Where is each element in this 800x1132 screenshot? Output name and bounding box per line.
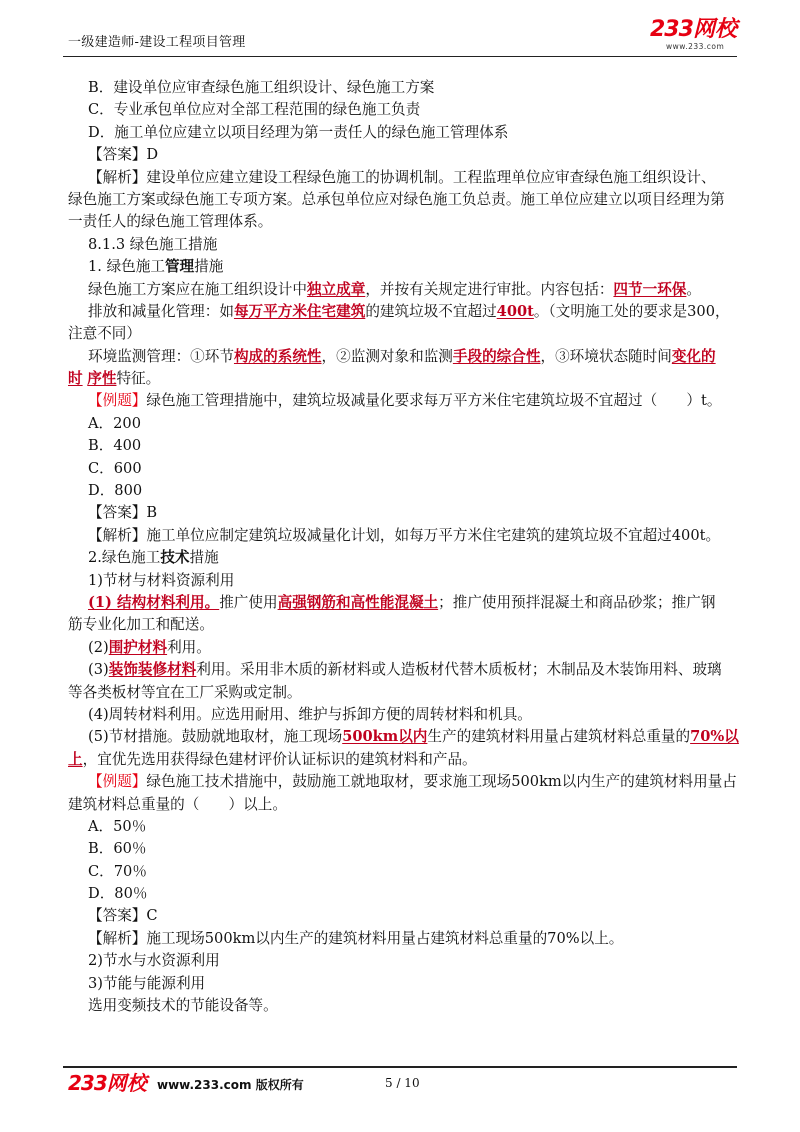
text-segment: 措施 xyxy=(189,549,219,567)
highlight-text: 独立成章 xyxy=(306,280,366,298)
text-line xyxy=(68,995,740,1017)
text-segment: B．400 xyxy=(88,437,142,455)
text-segment: 。 xyxy=(686,280,702,298)
text-segment: 8.1.3 绿色施工措施 xyxy=(88,235,218,253)
text-segment: 利用。 xyxy=(167,638,211,656)
text-segment: 【解析】施工单位应制定建筑垃圾减量化计划，如每万平方米住宅建筑的建筑垃圾不宜超过400t。 xyxy=(88,526,721,544)
text-segment: C．600 xyxy=(88,459,142,477)
text-segment: A．200 xyxy=(88,414,141,432)
text-line xyxy=(68,413,740,435)
text-segment: 一责任人的绿色施工管理体系。 xyxy=(68,213,273,231)
text-segment: B．建设单位应审查绿色施工组织设计、绿色施工方案 xyxy=(88,79,435,96)
text-segment: ；推广使用预拌混凝土和商品砂浆；推广钢 xyxy=(438,593,716,611)
highlight-text: 70%以 xyxy=(690,728,739,746)
document-body xyxy=(68,77,740,1017)
text-line xyxy=(68,771,740,793)
text-segment: ，③环境状态随时间 xyxy=(540,347,672,365)
footer-logo-wordmark xyxy=(68,1073,147,1093)
text-line xyxy=(68,928,740,950)
text-segment: A．50％ xyxy=(88,817,147,835)
text-segment: 【答案】D xyxy=(88,146,159,164)
text-line xyxy=(68,525,740,547)
text-line xyxy=(68,905,740,927)
bold-text: 管理 xyxy=(164,258,195,276)
text-line xyxy=(68,749,740,771)
text-line xyxy=(68,950,740,972)
text-line xyxy=(68,659,740,681)
text-line xyxy=(68,614,740,636)
text-line xyxy=(68,323,740,345)
text-line xyxy=(68,346,740,368)
example-label: 【例题】 xyxy=(88,773,147,791)
text-segment: 。（文明施工处的要求是300， xyxy=(533,302,730,320)
text-segment: 2.绿色施工 xyxy=(88,549,161,567)
logo-wordmark xyxy=(650,19,742,41)
text-segment: 筋专业化加工和配送。 xyxy=(68,616,214,634)
text-segment: 【答案】C xyxy=(88,907,158,925)
footer-logo-number: 233 xyxy=(68,1071,107,1095)
text-segment: ，宜优先选用获得绿色建材评价认证标识的建筑材料和产品。 xyxy=(82,750,477,768)
brand-logo xyxy=(650,19,742,51)
highlight-text: 构成的系统性 xyxy=(233,347,322,365)
logo-number: 233 xyxy=(650,17,693,42)
text-line xyxy=(68,547,740,569)
text-segment: B．60％ xyxy=(88,840,147,858)
header-divider xyxy=(63,56,737,57)
text-line xyxy=(68,167,740,189)
logo-chinese: 网校 xyxy=(692,17,737,42)
highlight-text: 上 xyxy=(68,750,83,768)
text-segment: 选用变频技术的节能设备等。 xyxy=(88,997,278,1015)
text-segment: 绿色施工方案应在施工组织设计中 xyxy=(88,280,307,298)
text-line xyxy=(68,279,740,301)
highlight-text: 时 xyxy=(68,370,83,388)
highlight-text: 序性 xyxy=(87,370,117,388)
text-line xyxy=(68,726,740,748)
text-line xyxy=(68,592,740,614)
text-segment: 绿色施工方案或绿色施工专项方案。总承包单位应对绿色施工负总责。施工单位应建立以项目经理为第 xyxy=(68,190,725,208)
highlight-text: (1) 结构材料利用。 xyxy=(88,593,220,611)
text-segment: (5)节材措施。鼓励就地取材，施工现场 xyxy=(88,728,343,746)
text-segment: 建筑材料总重量的（ ）以上。 xyxy=(68,795,287,813)
text-segment: (3) xyxy=(88,661,109,679)
footer-logo xyxy=(68,1073,147,1093)
highlight-text: 手段的综合性 xyxy=(452,347,541,365)
text-line xyxy=(68,838,740,860)
text-segment: 3)节能与能源利用 xyxy=(88,974,206,992)
text-line xyxy=(68,816,740,838)
text-segment: ，②监测对象和监测 xyxy=(321,347,453,365)
text-line xyxy=(68,211,740,233)
text-line xyxy=(68,77,740,99)
text-segment: D．80％ xyxy=(88,885,148,903)
text-segment: 注意不同） xyxy=(68,325,141,343)
highlight-text: 四节一环保 xyxy=(613,280,687,298)
text-segment: (2) xyxy=(88,638,109,656)
text-segment: 等各类板材等宜在工厂采购或定制。 xyxy=(68,683,302,701)
text-segment: 【答案】B xyxy=(88,504,158,522)
text-line xyxy=(68,637,740,659)
text-segment: D．800 xyxy=(88,482,143,500)
text-segment: D．施工单位应建立以项目经理为第一责任人的绿色施工管理体系 xyxy=(88,123,509,141)
text-segment: 1)节材与材料资源利用 xyxy=(88,571,235,589)
highlight-text: 高强钢筋和高性能混凝土 xyxy=(277,593,439,611)
highlight-text: 装饰装修材料 xyxy=(108,661,197,679)
example-label: 【例题】 xyxy=(88,392,147,410)
text-line xyxy=(68,390,740,412)
text-line xyxy=(68,861,740,883)
header-title: 一级建造师-建设工程项目管理 xyxy=(68,35,246,50)
text-line xyxy=(68,973,740,995)
text-segment: 【解析】施工现场500km以内生产的建筑材料用量占建筑材料总重量的70%以上。 xyxy=(88,929,624,947)
text-line xyxy=(68,234,740,256)
highlight-text: 400t xyxy=(496,302,534,320)
text-segment: 措施 xyxy=(194,258,224,276)
text-segment: 环境监测管理：①环节 xyxy=(88,347,234,365)
text-segment: (4)周转材料利用。应选用耐用、维护与拆卸方便的周转材料和机具。 xyxy=(88,705,532,723)
text-line xyxy=(68,99,740,121)
text-segment: 1. 绿色施工 xyxy=(88,258,165,276)
highlight-text: 变化的 xyxy=(671,347,716,365)
highlight-text: 每万平方米住宅建筑 xyxy=(233,302,366,320)
bold-text: 技术 xyxy=(160,549,190,567)
footer-divider xyxy=(63,1066,737,1068)
text-segment: 【解析】建设单位应建立建设工程绿色施工的协调机制。工程监理单位应审查绿色施工组织设计、 xyxy=(88,168,716,186)
text-segment: 绿色施工技术措施中，鼓励施工就地取材，要求施工现场500km以内生产的建筑材料用量占 xyxy=(146,773,737,791)
text-line xyxy=(68,435,740,457)
text-segment: C．70％ xyxy=(88,862,147,880)
text-line xyxy=(68,502,740,524)
text-line xyxy=(68,883,740,905)
text-segment: 绿色施工管理措施中，建筑垃圾减量化要求每万平方米住宅建筑垃圾不宜超过（ ）t。 xyxy=(146,392,722,410)
text-line xyxy=(68,794,740,816)
text-line xyxy=(68,144,740,166)
text-line xyxy=(68,189,740,211)
logo-url: www.233.com xyxy=(666,42,725,51)
page-number: 5 / 10 xyxy=(385,1076,420,1090)
text-segment: 生产的建筑材料用量占建筑材料总重量的 xyxy=(427,728,691,746)
highlight-text: 500km以内 xyxy=(342,728,428,746)
text-line xyxy=(68,122,740,144)
text-segment: ，并按有关规定进行审批。内容包括： xyxy=(365,280,614,298)
text-segment: 2)节水与水资源利用 xyxy=(88,952,220,970)
text-line xyxy=(68,368,740,390)
text-line xyxy=(68,301,740,323)
text-line xyxy=(68,682,740,704)
text-segment: 的建筑垃圾不宜超过 xyxy=(365,302,497,320)
highlight-text: 围护材料 xyxy=(108,638,168,656)
text-segment: C．专业承包单位应对全部工程范围的绿色施工负责 xyxy=(88,101,421,119)
text-line xyxy=(68,480,740,502)
text-line xyxy=(68,458,740,480)
text-line xyxy=(68,704,740,726)
footer-logo-chinese: 网校 xyxy=(106,1071,147,1095)
text-segment: 排放和减量化管理：如 xyxy=(88,302,234,320)
footer-copyright: www.233.com 版权所有 xyxy=(157,1078,304,1092)
text-line xyxy=(68,256,740,278)
text-segment: 推广使用 xyxy=(219,593,278,611)
text-segment: 特征。 xyxy=(116,370,161,388)
text-segment: 利用。采用非木质的新材料或人造板材代替木质板材；木制品及木装饰用料、玻璃 xyxy=(196,661,722,679)
text-line xyxy=(68,570,740,592)
